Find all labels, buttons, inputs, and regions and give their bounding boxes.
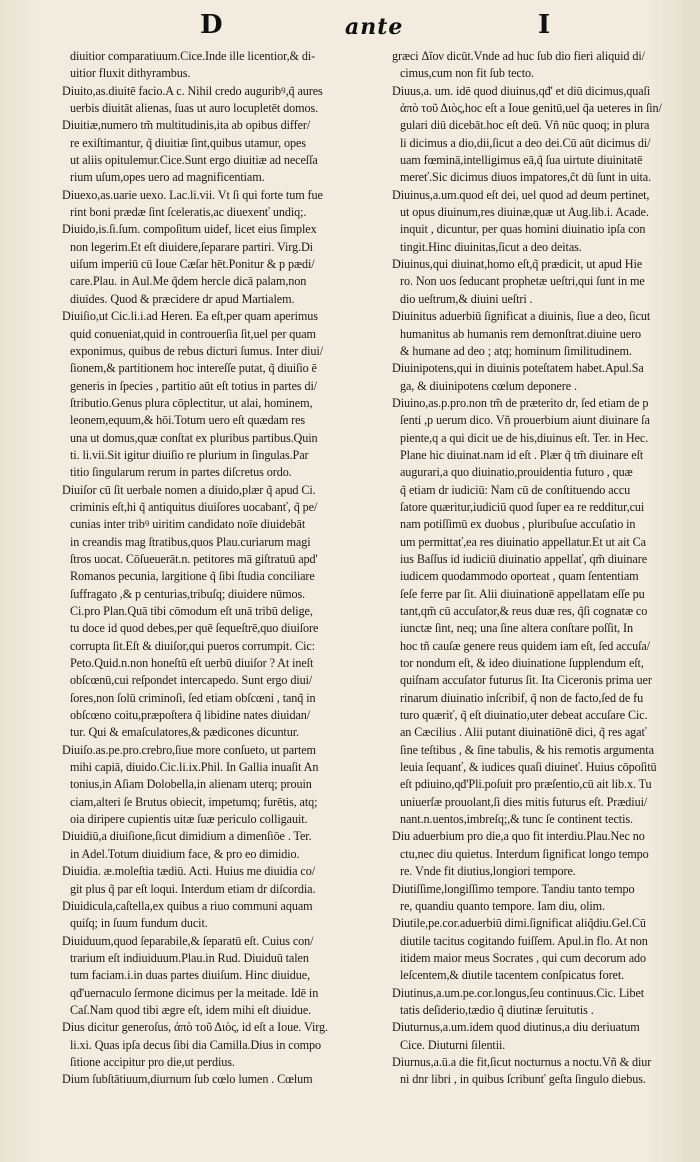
text-line: Dium ſubſtātiuum,diurnum ſub cœlo lumen . Cœlum <box>62 1072 313 1087</box>
text-line: Diurnus,a.ū.a die fit,ſicut nocturnus a noctu.Vñ & diur <box>392 1054 652 1069</box>
text-line: hoc tñ cauſæ genere reus quidem iam eſt, ſed accuſa/ <box>400 638 650 653</box>
text-line: diuitior comparatiuum.Cice.Inde ille licentior,& di- <box>70 49 316 63</box>
text-line: leonem,equum,& hōi.Totum uero eſt quædam res <box>70 413 306 428</box>
text-line: re, quandiu quanto tempore. Iam diu, olim. <box>400 898 605 913</box>
text-line: obſcœnū,cui reſpondet intercapedo. Sunt ergo diui/ <box>70 673 313 688</box>
text-line: Dius dicitur generoſus, ἀπὸ τοῦ Διὸς, id eſt a Ioue. Virg. <box>62 1020 328 1035</box>
text-line: rium uſum,opes uero ad magnificentiam. <box>70 170 265 185</box>
text-line: Diuido,is.ſi.ſum. compoſitum uidef, licet eius ſimplex <box>62 222 317 237</box>
text-line: ſtributio.Genus plura cōplectitur, ut alai, hominem, <box>70 395 313 410</box>
text-line: oia diripere cupientis uitæ ſuæ periculo colligauit. <box>70 812 308 827</box>
text-line: ga, & diuinipotens cœlum deponere . <box>400 378 577 393</box>
text-line: & humane ad deo ; atq; hominum ſimilitudinem. <box>400 343 632 358</box>
text-line: quid conueniat,quid in controuerſia ſit,uel per quam <box>70 326 316 341</box>
text-line: Diuino,as.p.pro.non tm̃ de præterito dr, ſed etiam de p <box>392 395 649 410</box>
text-line: ti. li.vii.Sit igitur diuiſio re plurium in ſingulas.Par <box>70 447 309 462</box>
text-line: Diuidiū,a diuiſione,ſicut dimidium a dimenſiōe . Ter. <box>62 829 312 844</box>
text-line: Diuiſor cū ſit uerbale nomen a diuido,plær q̃ apud Ci. <box>62 482 316 497</box>
text-line: cimus,cum non fit ſub tecto. <box>400 66 534 81</box>
text-line: ſitione accipitur pro die,ut perdius. <box>70 1054 235 1069</box>
text-line: Diuiduum,quod ſeparabile,& ſeparatū eſt. Cuius con/ <box>62 933 314 948</box>
text-line: tu doce id quod debes,per quē ſequeſtrē,quo diuiſore <box>70 621 319 636</box>
text-line: ni dnr libri , in quibus ſcribunť geſta ſingulo diebus. <box>400 1072 646 1087</box>
text-line: gulari diū dicebāt.hoc eſt deū. Vñ nūc quoq; in plura <box>400 118 650 133</box>
text-line: titio ſingularum rerum in partes diſcretus ordo. <box>70 465 292 480</box>
text-line: Caſ.Nam quod tibi ægre eſt, idem mihi eſt diuidue. <box>70 1002 312 1017</box>
text-line: ſores,non ſolū criminoſi, ſed etiam obſcœni , tanq̃ in <box>70 690 316 705</box>
text-line: itidem maior meus Socrates , qui cum decorum ado <box>400 950 646 965</box>
text-line: Cice. Diuturni ſilentii. <box>400 1037 506 1052</box>
text-line: turo quæriť, q̃ eſt diuinatio,uter debeat accuſare Cic. <box>400 708 648 723</box>
text-line: qđ'uernaculo ſermone dicimus per la meitade. Idē in <box>70 985 319 1000</box>
text-line: uam fœminā,intelligimus eā,q̃ ſua uirtute diuinitatē <box>400 153 643 168</box>
text-line: cunias inter tribꝰ uiritim candidato noīe diuidebāt <box>70 517 306 532</box>
text-line: Ci.pro Plan.Quā tibi cōmodum eſt unā tribū delige, <box>70 604 313 618</box>
text-line: Diuinitus aduerbiū ſignificat a diuinis, ſiue a deo, ſicut <box>392 309 651 324</box>
text-line: Diuitiæ,numero tm̃ multitudinis,ita ab opibus differ/ <box>62 118 311 133</box>
text-line: git plus q̃ par eſt loqui. Interdum etiam dr diſcordia. <box>70 881 316 896</box>
text-line: leuia ſequanť, & iudices quaſi diuineť. Huius cōpoſitū <box>400 760 657 775</box>
text-line: re exiſtimantur, q̃ diuitiæ ſint,quibus utamur, opes <box>70 135 306 150</box>
text-line: tur. Qui & emaſculatores,& pædicones dicuntur. <box>70 725 299 740</box>
text-line: Diutile,pe.cor.aduerbiū dimi.ſignificat aliq̃diu.Gel.Cū <box>392 916 646 931</box>
text-line: tor nondum eſt, & ideo diuinatione ſupplendum eſt, <box>400 656 644 671</box>
text-line: ſenti ,p uerum dico. Vñ prouerbium aiunt diuinare ſa <box>400 413 650 428</box>
text-line: uerbis diuitāt alienas, ſuas ut auro locupletēt domos. <box>70 101 319 116</box>
text-line: augurari,a quo diuinatio,prouidentia futuro , quæ <box>400 465 633 480</box>
text-line: ſuffragato ,& p centurias,tribuſq; diuidere nūmos. <box>70 586 306 601</box>
text-line: ciam,alteri ſe Brutus obiecit, impetumq; furētis, atq; <box>70 794 318 809</box>
text-line: Diuinus,a.um.quod eſt dei, uel quod ad deum pertinet, <box>392 187 650 202</box>
text-line: iudicem quodammodo oporteat , quam ſententiam <box>400 569 639 584</box>
text-line: trarium eſt indiuiduum.Plau.in Rud. Diuiduū talen <box>70 950 309 965</box>
text-line: nant.n.uentos,imbreſq;,& tunc ſe continent tectis. <box>400 812 633 827</box>
text-line: dio ueſtrum,& diuini ueſtri . <box>400 291 533 306</box>
text-line: ſeſe ferre par ſit. Alii diuinationē appellatam eſſe pu <box>400 586 645 601</box>
text-line: Diuiſo.as.pe.pro.crebro,ſiue more conſueto, ut partem <box>62 742 316 757</box>
text-line: eſt pdiuino,qđ'Pli.poſuit pro præſentio,cū ait lib.x. Tu <box>400 777 652 792</box>
text-line: care.Plau. in Aul.Me q̃dem hercle dicā palam,non <box>70 274 307 289</box>
right-signature-mark: I <box>538 10 551 40</box>
text-line: humanitus ab humanis rem demonſtrat.diuine uero <box>400 326 642 341</box>
text-line: nam potiſſimū ex duobus , pluribuſue accuſatio in <box>400 517 636 532</box>
text-line: tum faciam.i.in duas partes diuiſum. Hinc diuidue, <box>70 968 311 983</box>
text-line: ἀπὸ τοῦ Διὸς,hoc eſt a Ioue genitū,uel q̃a ueteres in ſin/ <box>400 101 662 116</box>
text-line: Diuidicula,caſtella,ex quibus a riuo communi aquam <box>62 898 313 913</box>
text-line: um permittať,ea res diuinatio appellatur.Et ut ait Ca <box>400 534 646 549</box>
text-line: Diuexo,as.uarie uexo. Lac.li.vii. Vt ſi qui forte tum fue <box>62 187 323 202</box>
left-signature-mark: D <box>200 10 223 40</box>
text-line: ſionem,& partitionem hoc intereſſe putat, q̃ diuiſio ē <box>70 361 317 376</box>
text-line: mereť.Sic dicimus diuos impatores,ĉt dū ſunt in uita. <box>400 170 652 185</box>
text-line: rinarum diuinatio inſcribif, q̃ non de facto,ſed de fu <box>400 690 644 705</box>
text-line: ut aliis opitulemur.Cice.Sunt ergo diuitiæ ad neceſſa <box>70 153 318 168</box>
text-line: mihi capiā, diuido.Cic.li.ix.Phil. In Gallia inuaſit An <box>70 760 319 775</box>
text-line: re. Vnde fit diutius,longiori tempore. <box>400 864 576 879</box>
text-line: non legerim.Et eſt diuidere,ſeparare partiri. Virg.Di <box>70 239 313 254</box>
text-line: rint boni prædæ ſint ſceleratis,ac diuexenť undiq;. <box>70 205 307 220</box>
text-line: Peto.Quid.n.non honeſtū eſt uerbū diuiſor ? At ineſt <box>70 656 314 671</box>
text-line: Diuinus,qui diuinat,homo eſt,q̃ prædicit, ut apud Hie <box>392 257 643 272</box>
text-line: li.xi. Quas ipſa decus ſibi dia Camilla.Dius in compo <box>70 1037 321 1052</box>
text-line: criminis eſt,hi q̃ antiquitus diuiſores uocabanť, q̃ pe/ <box>70 499 318 514</box>
text-line: ſtros uocat. Cōſueuerāt.n. petitores mā giſtratuū apd' <box>70 551 318 566</box>
text-line: Plane hic diuinat.nam id eſt . Plær q̃ tm̃ diuinare eſt <box>400 447 644 462</box>
text-line: una ut domus,quæ conſtat ex pluribus partibus.Quin <box>70 430 318 445</box>
text-line: ius Baſſus id iudiciū diuinatio appellať, qm̃ diuinare <box>400 551 648 566</box>
text-line: Diutiſſime,longiſſimo tempore. Tandiu tanto tempo <box>392 881 635 896</box>
text-line: diuides. Quod & præcidere dr apud Martialem. <box>70 291 295 306</box>
text-line: inquit , dicuntur, per quas homini diuinatio ipſa con <box>400 222 646 237</box>
text-line: uiſum imperiū cū Ioue Cæſar hēt.Ponitur & p pædi/ <box>70 257 315 272</box>
text-line: ſine teſtibus , & ſine tabulis, & his remotis argumenta <box>400 742 654 757</box>
text-line: corrupta ſit.Eſt & diuiſor,qui pueros corrumpit. Cic: <box>70 638 316 653</box>
text-line: ut opus diuinum,res diuinæ,quæ ut Aug.lib.i. Acade. <box>400 205 649 220</box>
text-line: ctu,nec diu quietus. Interdum ſignificat longo tempo <box>400 846 649 861</box>
text-line: diutile tacitus cogitando fuiſſem. Apul.in flo. At non <box>400 933 648 948</box>
text-line: obſcœno coitu,præpoſtera q̃ libidine nates diuidan/ <box>70 708 311 723</box>
text-line: quiſq; in ſuum fundum ducit. <box>70 916 208 931</box>
text-line: ſatore quæritur,iudiciū quod ſuper ea re redditur,cui <box>400 499 645 514</box>
text-line: quiſnam accuſator futurus ſit. Ita Ciceronis prima uer <box>400 673 652 688</box>
text-line: piente,q a qui dicit ue de his,diuinus eſt. Ter. in Hec. <box>400 430 649 445</box>
text-line: li dicimus a dio,dii,ſicut a deo dei.Cū aūt dicimus di/ <box>400 135 651 150</box>
left-text-column <box>62 48 384 1089</box>
text-line: tonius,in Aſiam Dolobella,in alienam uterq; prouin <box>70 777 312 792</box>
text-line: leſcentem,& diutile tacentem conſpicatus foret. <box>400 968 625 983</box>
right-text-column <box>392 48 692 1089</box>
running-head: ante <box>345 14 404 40</box>
text-line: tatis deſiderio,tædio q̃ diutinæ ſeruitutis . <box>400 1002 594 1017</box>
text-line: Diuus,a. um. idē quod diuinus,qđ' et diū dicimus,quaſi <box>392 83 651 98</box>
text-line: an Cæcilius . Alii putant diuinatiōnē dici, q̃ res agať <box>400 725 647 740</box>
text-line: exponimus, quibus de rebus dicturi ſumus. Inter diui/ <box>70 343 323 358</box>
text-line: tant,qm̃ cū accuſator,& reus duæ res, q̃ſi cognatæ co <box>400 604 648 618</box>
text-line: Diu aduerbium pro die,a quo fit interdiu.Plau.Nec no <box>392 829 645 844</box>
page-header <box>0 10 700 50</box>
text-line: in Adel.Totum diuidium face, & pro eo dimidio. <box>70 846 300 861</box>
text-line: uniuerſæ prouolant,ſi dies mitis futurus eſt. Prædiui/ <box>400 794 648 809</box>
text-line: Romanos pecunia, largitione q̃ ſibi ſtudia conciliare <box>70 569 315 584</box>
text-line: tingit.Hinc diuinitas,ſicut a deo deitas. <box>400 239 582 254</box>
text-line: Diuito,as.diuitē facio.A c. Nihil credo auguribꝰ,q̃ aures <box>62 83 323 98</box>
text-line: q̃ etiam dr iudiciū: Nam cū de conſtituendo accu <box>400 482 631 497</box>
text-line: ro. Non uos ſeducant prophetæ ueſtri,qui ſunt in me <box>400 274 645 289</box>
text-line: uitior fluxit dithyrambus. <box>70 66 191 81</box>
text-line: Diuiſio,ut Cic.li.i.ad Heren. Ea eſt,per quam aperimus <box>62 309 318 324</box>
text-line: Diuinipotens,qui in diuinis poteſtatem habet.Apul.Sa <box>392 361 644 376</box>
text-line: iunctæ ſint, neq; una ſine altera conſtare poſſit, In <box>400 621 633 636</box>
text-line: Diutinus,a.um.pe.cor.longus,ſeu continuus.Cic. Libet <box>392 985 645 1000</box>
text-line: generis in ſpecies , partitio aūt eſt totius in partes di/ <box>70 378 318 393</box>
text-line: græci Δῖον dicūt.Vnde ad huc ſub dio fieri aliquid di/ <box>392 49 645 63</box>
text-line: Diuidia. æ.moleſtia tædiū. Acti. Huius me diuidia co/ <box>62 864 315 879</box>
text-line: Diuturnus,a.um.idem quod diutinus,a diu deriuatum <box>392 1020 640 1035</box>
text-line: in creandis mag ſtratibus,quos Plau.curiarum magi <box>70 534 311 549</box>
